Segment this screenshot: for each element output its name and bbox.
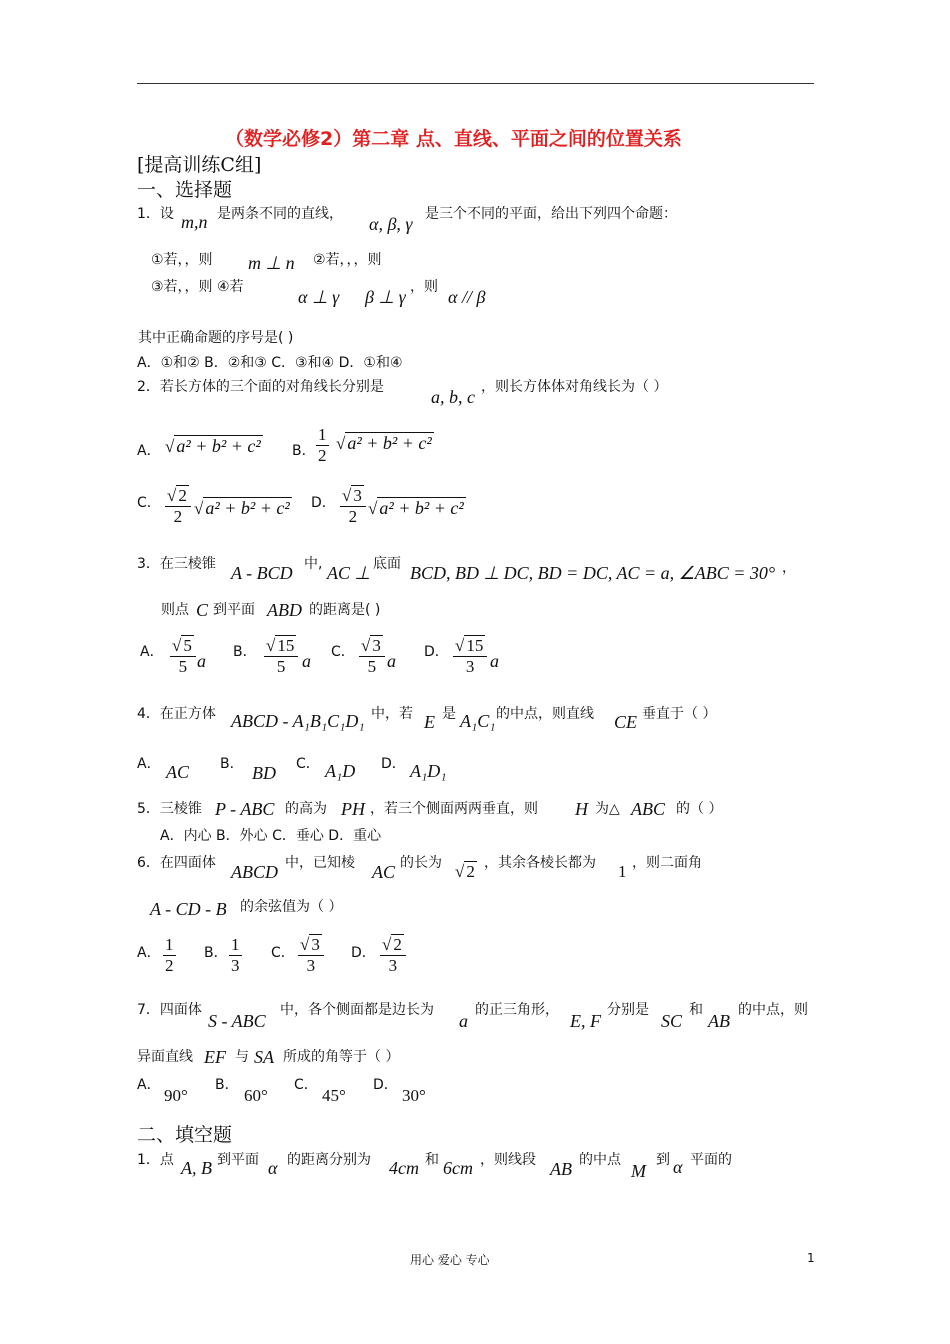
q2-option-b-radicand: a² + b² + c² [347,433,432,453]
q3-option-c-a: a [387,651,396,671]
q6-math-one: 1 [618,862,627,881]
numerator: 1 [231,935,240,954]
f1-math-ab2: AB [550,1159,572,1179]
q6-text5: 的余弦值为（ ） [240,899,343,915]
q3-math-abd: ABD [267,600,302,620]
q4-text3: 的中点，则直线 [496,706,594,722]
denominator: 5 [367,657,377,676]
q4-option-c: A₁D [325,761,356,781]
q1-prop-3-4b: ，则 [410,279,438,295]
f1-math-m: M [631,1161,646,1181]
q1-text1: 是两条不同的直线， [217,206,343,222]
q6-option-a-fraction [163,935,176,976]
q4-option-a: AC [166,762,190,782]
numerator: √ 2 [380,935,406,956]
section-fill-heading: 二、填空题 [137,1124,233,1146]
q7-text: 7．四面体 [137,1002,202,1018]
q3-option-d-label: D． [424,644,449,660]
q5-text2: ，若三个侧面两两垂直，则 [370,801,538,817]
numerator: √ 5 [170,636,196,657]
q4-math-ce: CE [614,712,638,732]
q4-option-d-label: D． [381,756,406,772]
root: 2 [466,862,475,881]
q5-text1: 的高为 [285,801,327,817]
q7-option-b: 60° [244,1086,268,1105]
q6-option-d-label: D． [351,945,376,961]
q5-math-ph: PH [341,799,365,819]
q4-math-cube: ABCD - A₁B₁C₁D₁ [231,711,365,731]
denominator: 2 [318,446,327,465]
q2-option-c-radical: √ a² + b² + c² [194,498,290,518]
q4-text1: 中，若 [371,706,413,722]
q6-math-sqrt2: √ 2 [455,862,475,881]
q1-text2: 是三个不同的平面，给出下列四个命题： [425,206,677,222]
q2-option-a-radicand: a² + b² + c² [176,436,261,456]
q7-line2a: 异面直线 [137,1049,193,1065]
root: 3 [372,636,381,655]
q3-line2b: 到平面 [213,602,255,618]
q2-option-c-label: C． [137,495,161,511]
q3-text1: 中, [304,556,323,572]
f1-text4: ，则线段 [480,1152,536,1168]
q2-option-c-fraction [165,486,191,527]
q4-math-e: E [424,712,435,732]
q2-option-b-label: B． [292,443,316,459]
numerator: √ 2 [165,486,191,507]
f1-math-6cm: 6cm [443,1158,473,1178]
q1-ask: 其中正确命题的序号是( ) [138,330,294,346]
q3-text: 3．在三棱锥 [137,556,216,572]
q6-text3: ，其余各棱长都为 [484,855,596,871]
q3-option-a-a: a [197,651,206,671]
root: 3 [311,935,320,954]
q6-math-ac: AC [372,862,396,882]
f1-text3: 和 [425,1152,439,1168]
q2-text: 2．若长方体的三个面的对角线长分别是 [137,379,384,395]
q4-text4: 垂直于（ ） [642,706,717,722]
q6-math-abcd: ABCD [231,862,278,882]
q6-option-d-fraction [380,935,406,976]
q7-text2: 的正三角形， [475,1002,559,1018]
q1-number: 1．设 [137,206,174,222]
q3-math-acperp: AC ⊥ [327,563,371,583]
q1-math-mperpn: m ⊥ n [248,253,295,273]
numerator: √ 3 [298,935,324,956]
footer-motto: 用心 爱心 专心 [410,1253,490,1267]
page-title: （数学必修2）第二章 点、直线、平面之间的位置关系 [225,128,682,150]
q5-text4: 的（ ） [676,801,723,817]
q2-option-a-radical: √ a² + b² + c² [165,436,261,456]
q1-math-mn: m,n [181,212,208,232]
f1-math-alpha: α [268,1158,278,1178]
q6-option-b-fraction [229,935,242,976]
f1-text1: 到平面 [217,1152,259,1168]
denominator: 5 [276,657,286,676]
q7-math-ef2: EF [204,1047,226,1067]
f1-text6: 到 [656,1152,670,1168]
root: 2 [178,486,187,505]
q4-text: 4．在正方体 [137,706,216,722]
q6-text1: 中，已知棱 [285,855,355,871]
denominator: 3 [388,956,398,975]
q7-text5: 的中点，则 [738,1002,808,1018]
q5-math-h: H [575,799,588,819]
q4-option-d: A₁D₁ [410,761,447,781]
denominator: 5 [178,657,188,676]
page-number: 1 [807,1251,815,1265]
f1-math-ab: A, B [181,1158,212,1178]
q2-option-d-radicand: a² + b² + c² [379,498,464,518]
q7-option-c: 45° [322,1086,346,1105]
q3-option-d-fraction [453,636,487,677]
q4-math-a1c1: A₁C₁ [460,711,496,731]
q2-option-b-fraction [316,425,329,466]
q4-option-a-label: A． [137,756,161,772]
f1-text2: 的距离分别为 [287,1152,371,1168]
q7-math-sa: SA [254,1047,274,1067]
q7-option-a: 90° [164,1086,188,1105]
denominator: 2 [348,507,358,526]
f1-text7: 平面的 [690,1152,732,1168]
q7-text3: 分别是 [607,1002,649,1018]
root: 15 [466,636,484,655]
q7-text1: 中，各个侧面都是边长为 [280,1002,434,1018]
q5-text3: 为△ [595,801,620,817]
q6-option-c-fraction [298,935,324,976]
q4-option-b-label: B． [220,756,244,772]
q7-math-sc: SC [661,1011,683,1031]
numerator: 1 [318,425,327,444]
q6-option-c-label: C． [271,945,295,961]
q2-text2: ，则长方体体对角线长为（ ） [481,379,668,395]
root: 15 [277,636,295,655]
q6-text: 6．在四面体 [137,855,216,871]
q1-math-ag: α ⊥ γ [298,287,340,307]
q7-option-a-label: A． [137,1077,161,1093]
q3-option-c-fraction [359,636,385,677]
numerator: √ 15 [453,636,487,657]
q7-option-d-label: D． [373,1077,398,1093]
q3-math-conditions: BCD, BD ⊥ DC, BD = DC, AC = a, ∠ABC = 30° [410,563,776,583]
q6-text2: 的长为 [400,855,442,871]
numerator: √ 3 [340,486,366,507]
q2-option-c-radicand: a² + b² + c² [205,498,290,518]
q3-option-a-fraction [170,636,196,677]
q3-comma: ， [782,560,796,576]
numerator: √ 3 [359,636,385,657]
root: 2 [393,935,402,954]
q1-math-planes: α, β, γ [369,214,413,234]
denominator: 2 [165,956,174,975]
q3-option-b-label: B． [233,644,257,660]
q7-text4: 和 [689,1002,703,1018]
q7-line2c: 所成的角等于（ ） [283,1049,400,1065]
q7-line2b: 与 [235,1049,249,1065]
q7-math-tetra: S - ABC [208,1011,266,1031]
q4-option-b: BD [252,763,276,783]
q3-text2: 底面 [373,556,401,572]
q2-math-abc: a, b, c [431,387,475,407]
q7-math-ef: E, F [570,1011,601,1031]
q7-option-b-label: B． [215,1077,239,1093]
q6-text4: ，则二面角 [632,855,702,871]
f1-text5: 的中点 [579,1152,621,1168]
q7-option-c-label: C． [294,1077,318,1093]
f1-math-4cm: 4cm [389,1158,419,1178]
q1-prop-3-4a: ③若，，则 ④若 [151,279,244,295]
q1-prop-1-2b: ②若，，，则 [313,252,382,268]
q1-math-bg: β ⊥ γ [365,287,406,307]
q6-option-a-label: A． [137,945,161,961]
q6-math-dihedral: A - CD - B [150,899,227,919]
denominator: 3 [306,956,316,975]
q5-options: A．内心 B．外心 C．垂心 D．重心 [160,828,382,844]
q3-math-tetra: A - BCD [231,563,293,583]
q7-math-ab: AB [708,1011,730,1031]
q5-math-abc: ABC [631,799,665,819]
q2-option-d-fraction [340,486,366,527]
q1-math-ab-parallel: α // β [448,287,486,307]
q1-prop-1-2a: ①若，，则 [151,252,213,268]
q2-option-d-label: D． [311,495,336,511]
q5-text: 5．三棱锥 [137,801,202,817]
q1-options: A．①和② B．②和③ C．③和④ D．①和④ [137,355,403,371]
section-choice-heading: 一、选择题 [137,179,233,201]
group-label: [提高训练C组] [137,154,262,176]
denominator: 2 [173,507,183,526]
q3-option-b-a: a [302,651,311,671]
q4-text2: 是 [442,706,456,722]
root: 3 [353,486,362,505]
header-rule [137,83,814,84]
q4-option-c-label: C． [296,756,320,772]
denominator: 3 [231,956,240,975]
q3-line2c: 的距离是( ) [309,602,381,618]
q7-math-a: a [459,1011,468,1031]
numerator: 1 [165,935,174,954]
q3-math-c: C [196,600,209,620]
denominator: 3 [465,657,475,676]
f1-math-alpha2: α [673,1157,683,1177]
q3-option-c-label: C． [331,644,355,660]
q2-option-a-label: A． [137,443,161,459]
q3-option-a-label: A． [140,644,164,660]
q3-line2a: 则点 [161,602,189,618]
q3-option-b-fraction [264,636,298,677]
q5-math-tetra: P - ABC [215,799,275,819]
q2-option-d-radical: √ a² + b² + c² [368,498,464,518]
f1-text: 1．点 [137,1152,174,1168]
numerator: √ 15 [264,636,298,657]
root: 5 [183,636,192,655]
q6-option-b-label: B． [204,945,228,961]
q3-option-d-a: a [490,651,499,671]
q2-option-b-radical: √ a² + b² + c² [336,433,432,453]
q7-option-d: 30° [402,1086,426,1105]
